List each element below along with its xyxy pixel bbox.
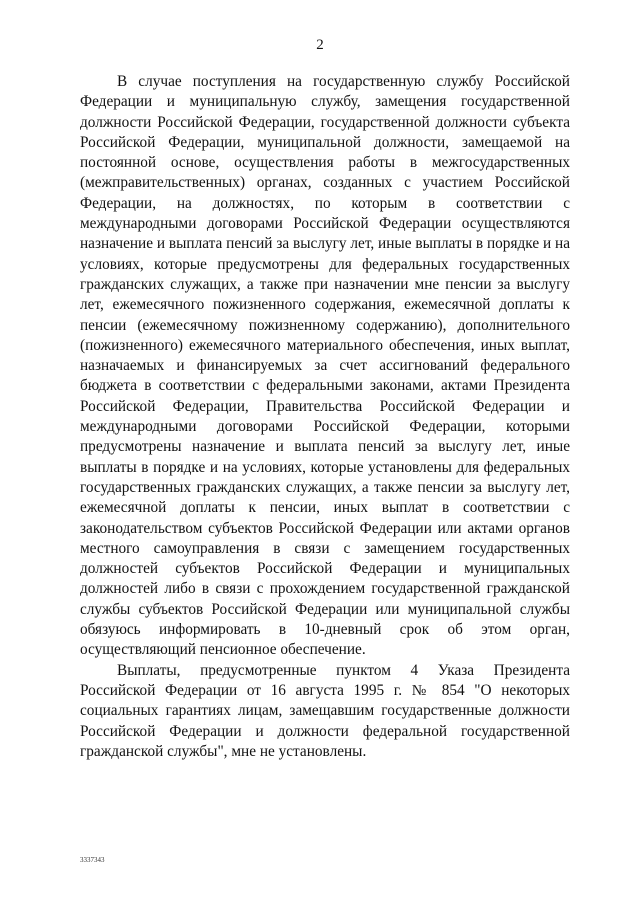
paragraph-payments: Выплаты, предусмотренные пунктом 4 Указа Президента Российской Федерации от 16 августа 1995 г. № 854 "О некоторых социальных гарантиях лицам, замещавшим государственные должности Российской Федерации и должности федеральной государственной гражданской службы", мне не установлены. — [80, 661, 570, 760]
page-number: 2 — [316, 37, 324, 53]
document-code: 3337343 — [80, 856, 105, 864]
paragraph-obligation: В случае поступления на государственную службу Российской Федерации и муниципальную службу, замещения государственной должности Российской Федерации, государственной должности субъекта Российской Федерации, муниципальной должности, замещаемой на постоянной основе, осуществления работы в межгосударственных (межправительственных) органах, созданных с участием Российской Федерации, на должностях, по которым в соответствии с международными договорами Российской Федерации осуществляются назначение и выплата пенсий за выслугу лет, иные выплаты в порядке и на условиях, которые предусмотрены для федеральных государственных гражданских служащих, а также при назначении мне пенсии за выслугу лет, ежемесячного пожизненного содержания, ежемесячной доплаты к пенсии (ежемесячному пожизненному содержанию), дополнительного (пожизненного) ежемесячного материального обеспечения, иных выплат, назначаемых и финансируемых за счет ассигнований федерального бюджета в соответствии с федеральными законами, актами Президента Российской Федерации, Правительства Российской Федерации и международными договорами Российской Федерации, которыми предусмотрены назначение и выплата пенсий за выслугу лет, иные выплаты в порядке и на условиях, которые установлены для федеральных государственных гражданских служащих, а также пенсии за выслугу лет, ежемесячной доплаты к пенсии, иных выплат в соответствии с законодательством субъектов Российской Федерации или актами органов местного самоуправления в связи с замещением государственных должностей субъектов Российской Федерации и муниципальных должностей либо в связи с прохождением государственной гражданской службы субъектов Российской Федерации или муниципальной службы обязуюсь информировать в 10-дневный срок об этом орган, осуществляющий пенсионное обеспечение. — [80, 73, 570, 659]
document-body — [80, 72, 570, 762]
